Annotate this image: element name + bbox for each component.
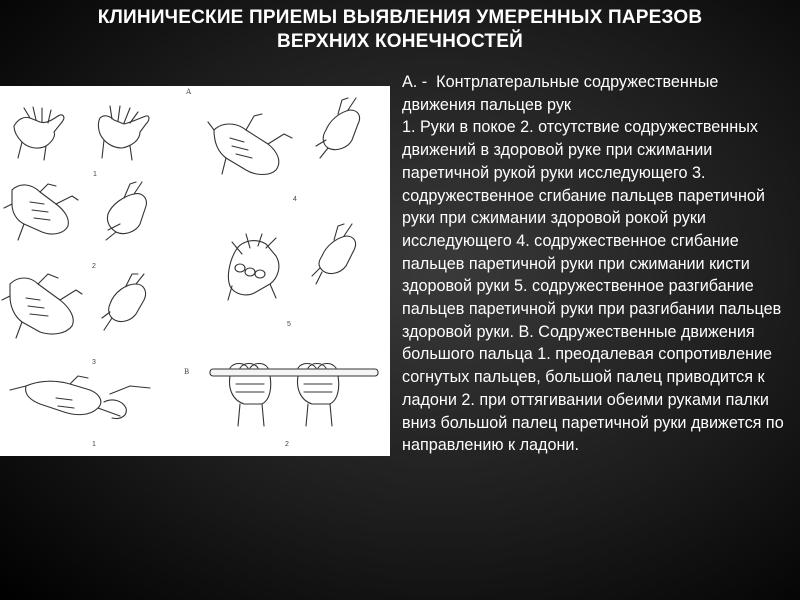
figure-label-b: В	[184, 368, 190, 376]
panel-b2-hands	[210, 364, 378, 427]
panel-number-4: 4	[293, 196, 297, 203]
slide-title	[20, 6, 780, 54]
slide-title-line2: ВЕРХНИХ КОНЕЧНОСТЕЙ	[277, 31, 523, 52]
panel-a4-hands	[208, 98, 360, 175]
panel-number-2: 2	[92, 263, 96, 270]
panel-a2-hands	[4, 182, 146, 240]
panel-number-3: 3	[92, 359, 96, 366]
panel-a3-hands	[2, 274, 146, 338]
panel-a1-hands	[14, 106, 149, 160]
panel-b1-hands	[10, 376, 150, 419]
slide-title-line1: КЛИНИЧЕСКИЕ ПРИЕМЫ ВЫЯВЛЕНИЯ УМЕРЕННЫХ ПАРЕЗОВ	[97, 7, 703, 28]
panel-number-5: 5	[287, 321, 291, 328]
panel-a5-hands	[228, 224, 356, 300]
panel-number-1: 1	[93, 171, 97, 178]
panel-number-b2: 2	[285, 441, 289, 448]
slide-body-text: А. - Контрлатеральные содружественные движения пальцев рук 1. Руки в покое 2. отсутствие содружественных движений в здоровой руке при сжимании паретичной рукой руки исследующего 3. содружественное сгибание пальцев паретичной руки при сжимании здоровой рокой руки исследующего 4. содружественное сгибание пальцев паретичной руки при сжимании кисти здоровой руки 5. содружественное разгибание пальцев паретичной руки при разгибании пальцев здоровой руки. В. Содружественные движения большого пальца 1. преодалевая сопротивление согнутых пальцев, большой палец приводится к ладони 2. при оттягивании обеими руками палки вниз большой палец паретичной руки движется по направлению к ладони.	[402, 73, 784, 455]
panel-number-b1: 1	[92, 441, 96, 448]
figure-label-a: А	[186, 88, 192, 96]
hands-illustration	[0, 86, 390, 456]
